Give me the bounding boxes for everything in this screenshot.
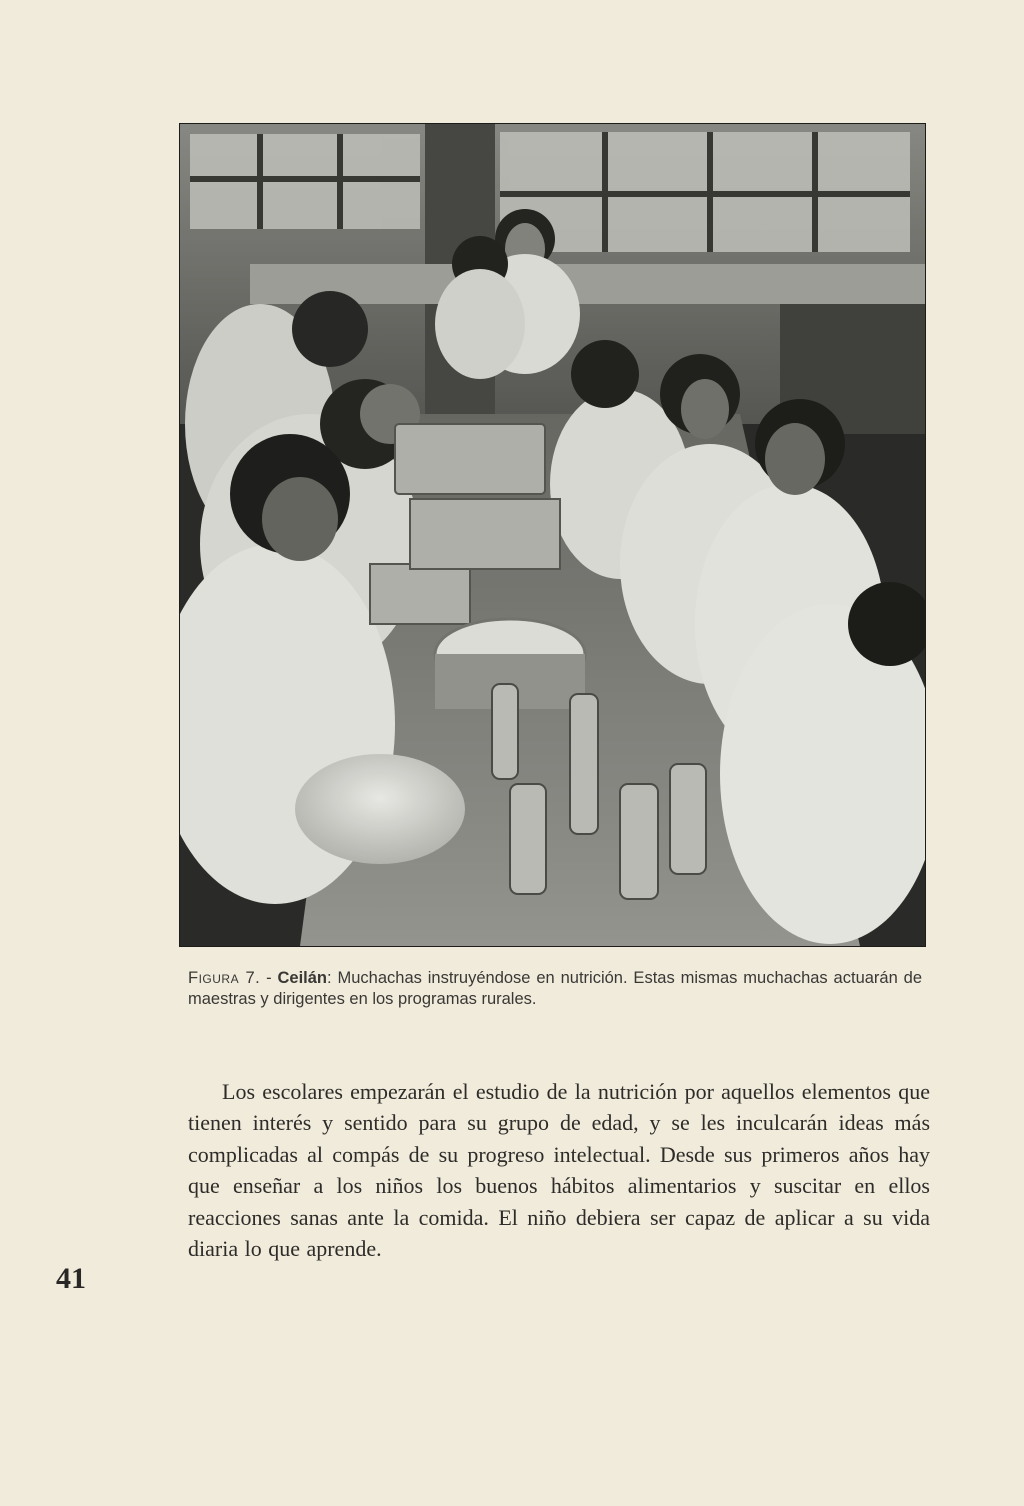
photograph-image [180,124,925,946]
figure-place: Ceilán [277,969,328,987]
body-paragraph: Los escolares empezarán el estudio de la nutrición por aquellos elementos que tienen interés y sentido para su grupo de edad, y se les inculcarán ideas más complicadas al compás de su progreso intelectual. Desde sus primeros años hay que enseñar a los niños los buenos hábitos alimentarios y suscitar en ellos reacciones sanas ante la comida. El niño debiera ser capaz de aplicar a su vida diaria lo que aprende. [188,1079,930,1262]
figure-caption-text: Muchachas instruyéndose en nutrición. Estas mismas muchachas actuarán de maestras y dirigentes en los programas rurales. [188,969,922,1008]
photograph-girls-nutrition-class [180,124,925,946]
caption-colon: : [327,969,338,987]
figure-caption [188,968,922,1010]
figure-label: Figura 7. [188,969,261,987]
page-number: 41 [56,1262,86,1295]
caption-separator: - [260,969,278,987]
